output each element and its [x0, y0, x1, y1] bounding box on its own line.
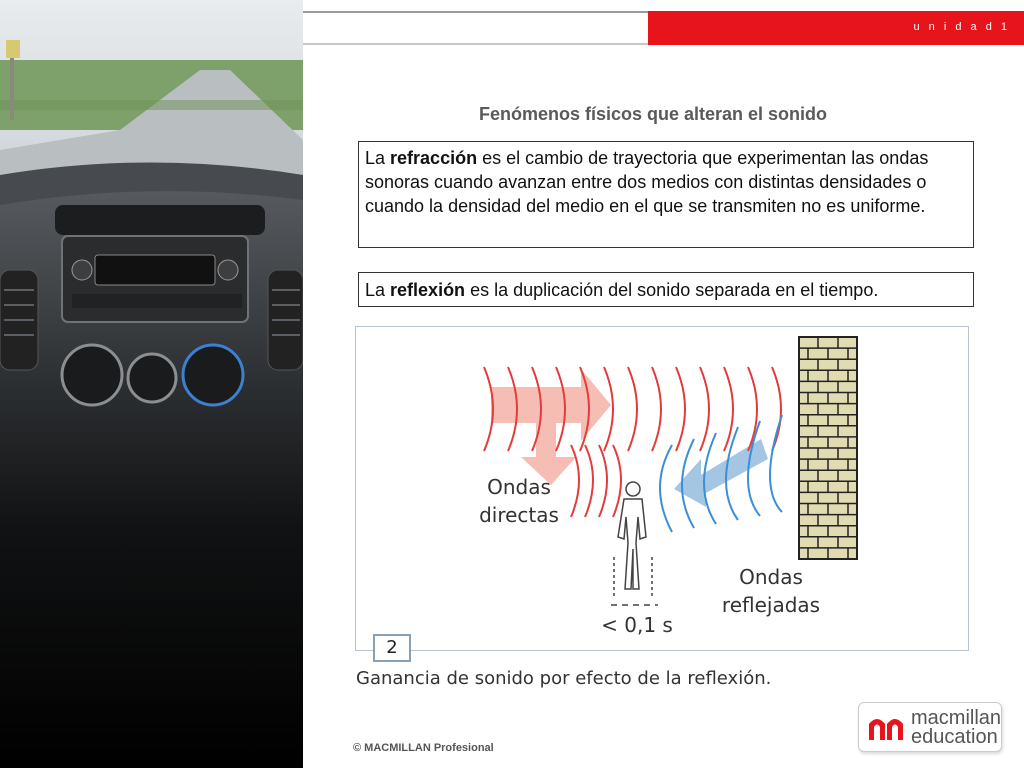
- reflected-waves-label: [716, 563, 826, 619]
- header-grey-bar: [303, 11, 648, 45]
- figure-drawing: [356, 327, 970, 652]
- direct-label-line2: directas: [479, 503, 559, 527]
- copyright-text: © MACMILLAN Profesional: [353, 742, 494, 754]
- reflected-wave-arc: [770, 415, 782, 512]
- direct-wave-arc: [772, 367, 781, 451]
- direct-wave-arc: [724, 367, 733, 451]
- direct-wave-arc: [652, 367, 661, 451]
- direct-wave-arc: [676, 367, 685, 451]
- time-label: < 0,1 s: [601, 613, 673, 637]
- figure-caption: Ganancia de sonido por efecto de la reflexión.: [356, 668, 772, 689]
- direct-wave-arc: [628, 367, 637, 451]
- unit-label: u n i d a d 1: [913, 21, 1010, 33]
- reflected-label-line1: Ondas: [739, 565, 803, 589]
- direct-label-line1: Ondas: [487, 475, 551, 499]
- macmillan-logo-mark-icon: [867, 712, 907, 742]
- logo-text-education: education: [911, 726, 998, 748]
- figure-number: 2: [373, 634, 411, 662]
- reflection-prefix: La: [365, 280, 391, 300]
- slide-title: Fenómenos físicos que alteran el sonido: [478, 104, 828, 124]
- direct-wave-arc: [700, 367, 709, 451]
- reflection-text: es la duplicación del sonido separada en el tiempo.: [465, 280, 879, 300]
- brick-wall-icon: [799, 337, 857, 559]
- macmillan-logo: [858, 702, 1002, 752]
- dashboard-photo: [0, 0, 303, 768]
- reflected-wave-arc: [660, 445, 672, 532]
- direct-wave-arc: [748, 367, 757, 451]
- reflected-label-line2: reflejadas: [721, 593, 821, 617]
- reflection-term: reflexión: [390, 280, 466, 300]
- refraction-term: refracción: [390, 148, 478, 168]
- logo-text-macmillan: macmillan: [911, 707, 1002, 729]
- refraction-text: es el cambio de trayectoria que experimentan las ondas sonoras cuando avanzan entre dos medios con distintas densidades o cuando la densidad del medio en el que se transmiten no es uniforme.: [365, 148, 929, 216]
- header-red-bar: [648, 11, 1024, 45]
- reflected-arrow: [674, 439, 768, 507]
- refraction-prefix: La: [365, 148, 391, 168]
- direct-waves-label: [464, 473, 574, 529]
- refraction-definition: [358, 141, 974, 248]
- direct-wave-arc: [599, 445, 607, 517]
- reflection-definition: [358, 272, 974, 307]
- direct-wave-arc: [613, 445, 621, 517]
- reflection-figure: [355, 326, 969, 651]
- direct-wave-arc: [585, 445, 593, 517]
